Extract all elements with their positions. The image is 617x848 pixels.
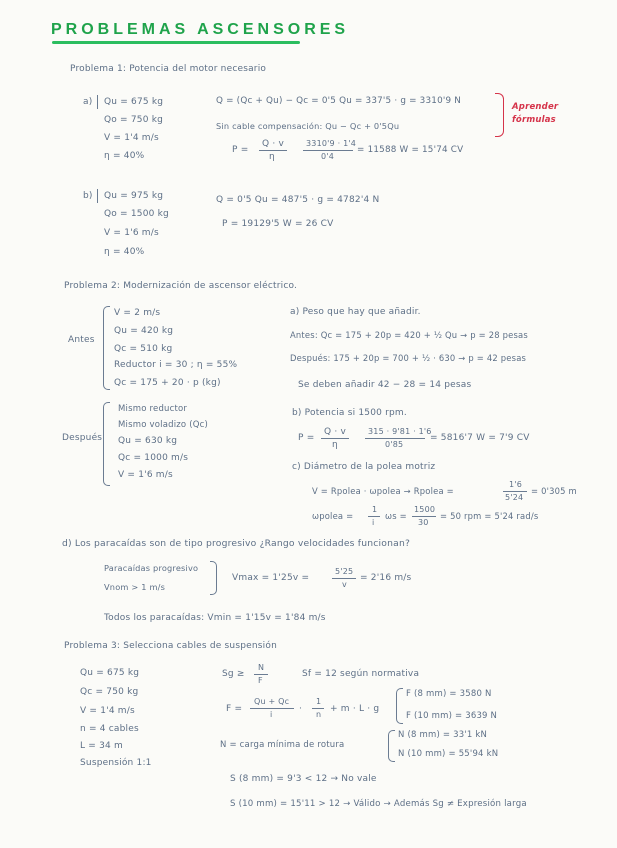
p1-b-data-2: Qo = 1500 kg — [104, 209, 169, 219]
title-underline — [52, 41, 300, 44]
p1-a-eq3-num: Q · v — [262, 139, 284, 149]
p2-despues-item-3: Qu = 630 kg — [118, 436, 178, 446]
p3-eq2-rest: + m · L · g — [330, 704, 380, 714]
p2-b-heading: b) Potencia si 1500 rpm. — [292, 408, 407, 418]
p1-heading: Problema 1: Potencia del motor necesario — [70, 64, 267, 74]
p1-a-bracket — [97, 95, 98, 109]
p2-despues-item-2: Mismo voladizo (Qc) — [118, 420, 209, 430]
p3-eq2-brace — [396, 688, 403, 724]
p2-c-eq2-result: = 50 rpm = 5'24 rad/s — [440, 511, 539, 521]
p1-b-data-4: η = 40% — [104, 247, 145, 257]
p2-a-despues: Después: 175 + 20p = 700 + ½ · 630 → p = 42 pesas — [290, 353, 527, 363]
p1-a-eq3-den: η — [269, 152, 275, 162]
p2-c-eq1-den: 5'24 — [505, 493, 524, 502]
p2-antes-brace — [103, 306, 110, 390]
p2-despues-label: Después — [62, 433, 103, 443]
p2-b-mid-num: 315 · 9'81 · 1'6 — [368, 427, 432, 436]
p3-eq3-opt-1: N (8 mm) = 33'1 kN — [398, 730, 488, 740]
p2-a-heading: a) Peso que hay que añadir. — [290, 307, 421, 317]
p3-eq2-opt-2: F (10 mm) = 3639 N — [406, 711, 498, 721]
p3-eq1-lhs: Sg ≥ — [222, 669, 245, 679]
p2d-brace — [210, 561, 217, 595]
p3-data-4: n = 4 cables — [80, 724, 139, 734]
note-brace — [495, 93, 504, 137]
p3-eq2-lhs: F = — [226, 704, 243, 714]
note-line-1: Aprender — [512, 102, 559, 112]
p2d-vmax-bar — [332, 578, 356, 579]
p2d-vmax-num: 5'25 — [335, 567, 354, 576]
p3-eq3-opt-2: N (10 mm) = 55'94 kN — [398, 749, 499, 759]
p1-a-data-4: η = 40% — [104, 151, 145, 161]
p2-a-result: Se deben añadir 42 − 28 = 14 pesas — [298, 380, 472, 390]
p2-c-eq2-f1-den: i — [372, 518, 375, 527]
p1-a-data-1: Qu = 675 kg — [104, 97, 164, 107]
p2-b-mid-den: 0'85 — [385, 440, 404, 449]
p2-despues-item-4: Qc = 1000 m/s — [118, 453, 189, 463]
p2d-item-2: Vnom > 1 m/s — [104, 582, 166, 592]
p2-a-antes: Antes: Qc = 175 + 20p = 420 + ½ Qu → p = 28 pesas — [290, 330, 528, 340]
p1-a-eq3-result: = 11588 W = 15'74 CV — [357, 145, 464, 155]
p2-c-eq2-f2-bar — [412, 516, 436, 517]
p3-eq2-opt-1: F (8 mm) = 3580 N — [406, 689, 492, 699]
p3-eq2-f1-num: Qu + Qc — [254, 697, 290, 706]
p1-a-eq3-rhs-num: 3310'9 · 1'4 — [306, 139, 357, 148]
p2d-question: d) Los paracaídas son de tipo progresivo ¿Rango velocidades funcionan? — [62, 538, 411, 549]
p2-heading: Problema 2: Modernización de ascensor eléctrico. — [64, 281, 298, 291]
p3-data-1: Qu = 675 kg — [80, 668, 140, 678]
p2-c-eq2-lhs: ωpolea = — [312, 511, 354, 521]
p2-b-mid-bar — [365, 438, 425, 439]
p2d-vmax-result: = 2'16 m/s — [360, 573, 412, 583]
p2-b-result: = 5816'7 W = 7'9 CV — [430, 433, 530, 443]
p1-b-data-3: V = 1'6 m/s — [104, 228, 159, 238]
p2-antes-item-4: Reductor i = 30 ; η = 55% — [114, 360, 238, 370]
p2d-vmax-lhs: Vmax = 1'25v = — [232, 573, 310, 583]
p1-a-eq3-fraction-bar — [259, 150, 287, 151]
p1-b-data-1: Qu = 975 kg — [104, 191, 164, 201]
p2-antes-item-5: Qc = 175 + 20 · p (kg) — [114, 378, 221, 388]
p1-a-data-2: Qo = 750 kg — [104, 115, 164, 125]
p2-b-den: η — [332, 440, 338, 450]
p3-data-3: V = 1'4 m/s — [80, 706, 135, 716]
p3-eq3-brace — [388, 730, 395, 762]
p1-b-eq2: P = 19129'5 W = 26 CV — [222, 219, 334, 229]
p1-a-label: a) — [83, 97, 93, 107]
p3-data-2: Qc = 750 kg — [80, 687, 139, 697]
p3-data-6: Suspensión 1:1 — [80, 758, 152, 768]
p2-antes-label: Antes — [68, 335, 95, 345]
p1-a-eq1: Q = (Qc + Qu) − Qc = 0'5 Qu = 337'5 · g = 3310'9 N — [216, 96, 462, 106]
p2-despues-item-5: V = 1'6 m/s — [118, 470, 173, 480]
p2-despues-brace — [103, 402, 110, 486]
p2d-item-1: Paracaídas progresivo — [104, 563, 199, 573]
p2-c-eq1: V = Rpolea · ωpolea → Rpolea = — [312, 486, 454, 496]
p2-despues-item-1: Mismo reductor — [118, 404, 188, 414]
p1-a-eq3-rhs-den: 0'4 — [321, 152, 334, 161]
p2-b-lhs: P = — [298, 433, 315, 443]
p2-c-heading: c) Diámetro de la polea motriz — [292, 462, 436, 472]
p2-c-eq2-f1-bar — [368, 516, 380, 517]
p3-heading: Problema 3: Selecciona cables de suspensión — [64, 641, 277, 651]
p2-c-eq2-f1-num: 1 — [372, 505, 378, 514]
p3-eq2-f2-den: n — [316, 710, 322, 719]
p1-a-eq3-lhs: P = — [232, 145, 249, 155]
p1-b-bracket — [97, 189, 98, 203]
p2-antes-item-2: Qu = 420 kg — [114, 326, 174, 336]
note-line-2: fórmulas — [512, 115, 556, 125]
p3-data-5: L = 34 m — [80, 741, 123, 751]
p2d-vmax-den: v — [342, 580, 347, 589]
p2-c-eq2-f2-num: 1500 — [414, 505, 436, 514]
p2-c-eq1-result: = 0'305 m — [531, 486, 577, 496]
p3-s2: S (10 mm) = 15'11 > 12 → Válido → Además Sg ≠ Expresión larga — [230, 799, 527, 809]
p1-b-label: b) — [83, 191, 93, 201]
p3-eq3: N = carga mínima de rotura — [220, 740, 345, 750]
p1-a-data-3: V = 1'4 m/s — [104, 133, 159, 143]
p2-c-eq1-num: 1'6 — [509, 480, 522, 489]
p3-s1: S (8 mm) = 9'3 < 12 → No vale — [230, 774, 377, 784]
page-title: PROBLEMAS ASCENSORES — [51, 21, 350, 38]
p2-antes-item-1: V = 2 m/s — [114, 308, 161, 318]
p3-eq2-dot: · — [299, 704, 303, 714]
p2-b-fraction-bar — [321, 438, 349, 439]
p2-antes-item-3: Qc = 510 kg — [114, 344, 173, 354]
p3-eq2-f2-num: 1 — [316, 697, 322, 706]
p3-eq1-rhs: Sf = 12 según normativa — [302, 669, 420, 679]
p3-eq2-f1-den: i — [270, 710, 273, 719]
p3-eq2-f1-bar — [250, 708, 294, 709]
p3-eq1-bar — [254, 674, 268, 675]
p2-b-num: Q · v — [324, 427, 346, 437]
p2d-all: Todos los paracaídas: Vmin = 1'15v = 1'84 m/s — [104, 613, 326, 623]
p3-eq1-num: N — [258, 663, 265, 672]
p2-c-eq2-mid: ωs = — [385, 511, 407, 521]
p2-c-eq1-bar — [503, 491, 527, 492]
p3-eq2-f2-bar — [312, 708, 324, 709]
p1-a-eq2: Sin cable compensación: Qu − Qc + 0'5Qu — [216, 121, 400, 131]
p3-eq1-den: F — [258, 676, 263, 685]
p1-b-eq1: Q = 0'5 Qu = 487'5 · g = 4782'4 N — [216, 195, 380, 205]
p1-a-eq3-rhs-bar — [303, 150, 353, 151]
p2-c-eq2-f2-den: 30 — [418, 518, 429, 527]
